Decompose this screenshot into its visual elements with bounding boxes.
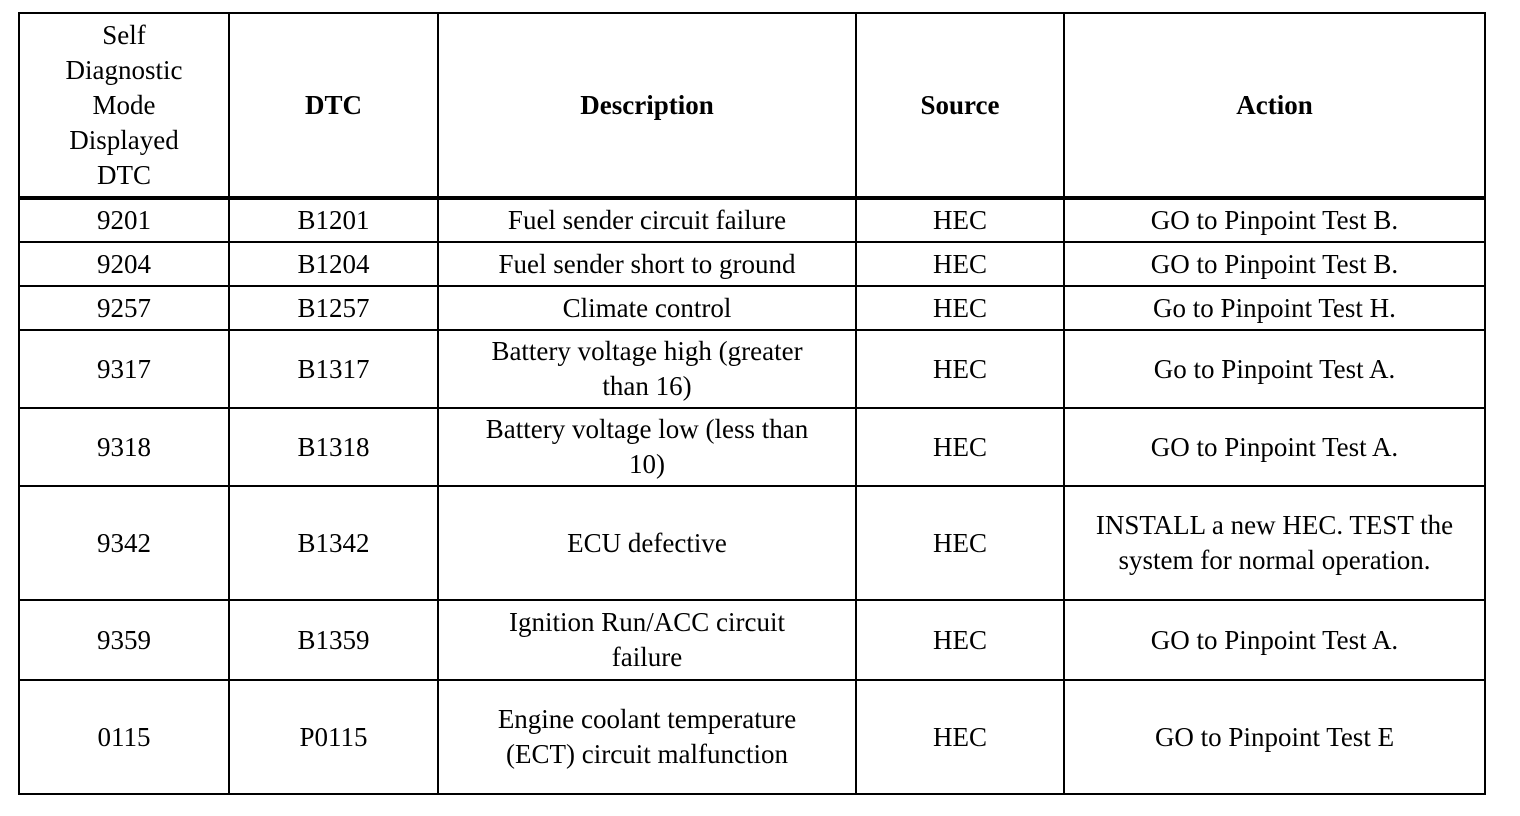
cell-self-diagnostic-dtc: 9359 [19,600,229,680]
cell-dtc: B1317 [229,330,438,408]
cell-dtc: B1359 [229,600,438,680]
cell-action: GO to Pinpoint Test B. [1064,198,1485,242]
cell-source: HEC [856,330,1064,408]
table-row [19,330,1485,408]
cell-self-diagnostic-dtc: 9318 [19,408,229,486]
header-self-diagnostic-dtc: Self Diagnostic Mode Displayed DTC [19,13,229,198]
cell-self-diagnostic-dtc: 9317 [19,330,229,408]
table-row [19,486,1485,600]
table-header-row [19,13,1485,198]
cell-dtc: B1257 [229,286,438,330]
header-source: Source [856,13,1064,198]
table-row [19,680,1485,794]
cell-description: Ignition Run/ACC circuit failure [438,600,856,680]
cell-source: HEC [856,680,1064,794]
cell-source: HEC [856,600,1064,680]
cell-dtc: P0115 [229,680,438,794]
cell-self-diagnostic-dtc: 0115 [19,680,229,794]
cell-source: HEC [856,242,1064,286]
cell-dtc: B1342 [229,486,438,600]
cell-self-diagnostic-dtc: 9204 [19,242,229,286]
cell-source: HEC [856,286,1064,330]
cell-action: INSTALL a new HEC. TEST the system for normal operation. [1064,486,1485,600]
cell-action: GO to Pinpoint Test B. [1064,242,1485,286]
cell-dtc: B1204 [229,242,438,286]
header-dtc: DTC [229,13,438,198]
table-row [19,242,1485,286]
cell-description: Fuel sender circuit failure [438,198,856,242]
cell-description: Fuel sender short to ground [438,242,856,286]
cell-action: GO to Pinpoint Test A. [1064,408,1485,486]
cell-source: HEC [856,486,1064,600]
cell-action: GO to Pinpoint Test A. [1064,600,1485,680]
cell-description: Climate control [438,286,856,330]
table-row [19,286,1485,330]
cell-description: ECU defective [438,486,856,600]
cell-description: Battery voltage high (greater than 16) [438,330,856,408]
header-description: Description [438,13,856,198]
cell-action: Go to Pinpoint Test H. [1064,286,1485,330]
cell-self-diagnostic-dtc: 9257 [19,286,229,330]
table-row [19,198,1485,242]
dtc-table [18,12,1486,795]
cell-action: Go to Pinpoint Test A. [1064,330,1485,408]
cell-source: HEC [856,408,1064,486]
cell-self-diagnostic-dtc: 9342 [19,486,229,600]
header-action: Action [1064,13,1485,198]
table-row [19,408,1485,486]
cell-source: HEC [856,198,1064,242]
cell-action: GO to Pinpoint Test E [1064,680,1485,794]
cell-dtc: B1201 [229,198,438,242]
cell-dtc: B1318 [229,408,438,486]
table-row [19,600,1485,680]
cell-description: Engine coolant temperature (ECT) circuit malfunction [438,680,856,794]
cell-description: Battery voltage low (less than 10) [438,408,856,486]
cell-self-diagnostic-dtc: 9201 [19,198,229,242]
